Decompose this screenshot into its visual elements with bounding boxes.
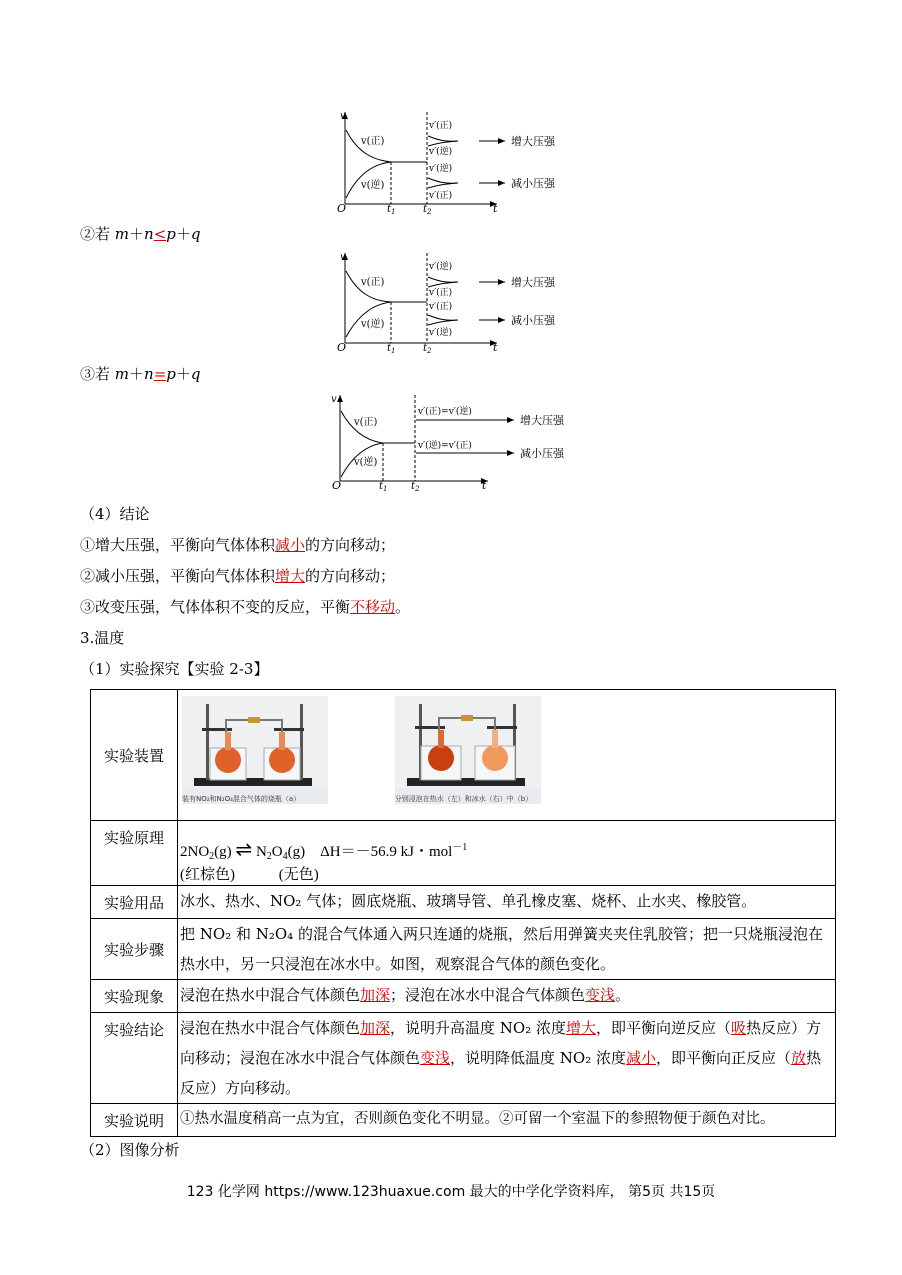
graph-case3	[328, 391, 578, 495]
axis-t-label: t	[493, 202, 498, 215]
g1-bot2: v′(正)	[429, 191, 453, 201]
table-row-steps	[91, 919, 836, 980]
origin-label: O	[332, 479, 342, 492]
row-head: 实验结论	[91, 1013, 178, 1104]
t1-label: $t_1$	[387, 343, 396, 355]
section-temperature: 3.温度	[80, 629, 125, 647]
case3-heading: ③若 m＋n=p＋q	[80, 365, 201, 383]
g1-top2: v′(逆)	[429, 147, 453, 157]
axis-v-label: v	[331, 394, 337, 405]
principle-equation: $2NO_2(g)$ ⇌ $N_2O_4(g)$ ΔH＝－56.9 kJ・mol$^{-1}$ (红棕色) (无色)	[178, 821, 836, 886]
axis-v-label: v	[340, 252, 346, 263]
flask-setup-b-image	[395, 696, 541, 788]
t2-label: $t_2$	[423, 204, 432, 216]
g2-top2: v′(正)	[429, 288, 453, 298]
row-head: 实验现象	[91, 980, 178, 1013]
conclusion-line-3: ③改变压强，气体体积不变的反应，平衡不移动。	[80, 598, 411, 616]
table-row-principle	[91, 821, 836, 886]
row-head: 实验原理	[91, 821, 178, 886]
g2-bot2: v′(逆)	[429, 328, 453, 338]
g1-bot1: v′(逆)	[429, 164, 453, 174]
case2-heading: ②若 m＋n<p＋q	[80, 225, 201, 243]
case2-sign: <	[153, 225, 167, 243]
t1-label: $t_1$	[387, 204, 396, 216]
photo-a-caption: 装有NO₂和N₂O₄混合气体的烧瓶（a）	[182, 795, 301, 803]
steps-text: 把 NO₂ 和 N₂O₄ 的混合气体通入两只连通的烧瓶，然后用弹簧夹夹住乳胶管；把一只烧瓶浸泡在热水中，另一只浸泡在冰水中。如图，观察混合气体的颜色变化。	[178, 919, 836, 980]
lower-curve-label: v(逆)	[361, 180, 385, 191]
case3-sign: =	[153, 365, 167, 383]
lower-curve-label: v(逆)	[354, 457, 378, 468]
g3-bot-eq: v′(逆)=v′(正)	[418, 441, 472, 451]
row-head: 实验步骤	[91, 919, 178, 980]
axis-t-label: t	[493, 341, 498, 354]
upper-curve-label: v(正)	[361, 136, 385, 147]
table-row-apparatus	[91, 690, 836, 821]
phenomenon-text: 浸泡在热水中混合气体颜色加深；浸泡在冰水中混合气体颜色变浅。	[178, 980, 836, 1013]
g2-top1: v′(逆)	[429, 262, 453, 272]
t2-label: $t_2$	[411, 481, 420, 493]
apparatus-photo-b	[395, 696, 541, 804]
apparatus-photo-a	[182, 696, 328, 804]
origin-label: O	[337, 202, 347, 215]
conclusion-line-1: ①增大压强，平衡向气体体积减小的方向移动；	[80, 536, 396, 554]
g2-up-label: 增大压强	[511, 276, 555, 289]
equilibrium-arrow: ⇌	[235, 839, 253, 861]
subsection-graph-analysis: （2）图像分析	[80, 1141, 180, 1159]
axis-v-label: v	[340, 111, 346, 122]
upper-curve-label: v(正)	[354, 417, 378, 428]
origin-label: O	[337, 341, 347, 354]
apparatus-photos	[178, 690, 836, 821]
g1-top1: v′(正)	[429, 121, 453, 131]
g3-up-label: 增大压强	[520, 414, 564, 427]
photo-b-caption: 分别浸泡在热水（左）和冰水（右）中（b）	[394, 795, 533, 803]
g2-bot1: v′(正)	[429, 302, 453, 312]
experiment-table	[90, 689, 836, 1137]
subsection-experiment: （1）实验探究【实验 2-3】	[80, 660, 269, 678]
conclusion-line-2: ②减小压强，平衡向气体体积增大的方向移动；	[80, 567, 396, 585]
table-row-materials	[91, 886, 836, 919]
g3-down-label: 减小压强	[520, 447, 564, 460]
g1-up-label: 增大压强	[511, 135, 555, 148]
table-row-conclusion	[91, 1013, 836, 1104]
page-footer: 123 化学网 https://www.123huaxue.com 最大的中学化学资料库， 第5页 共15页	[186, 1184, 716, 1200]
table-row-notes	[91, 1104, 836, 1137]
table-row-phenomenon	[91, 980, 836, 1013]
conclusion-title: （4）结论	[80, 505, 150, 523]
lower-curve-label: v(逆)	[361, 319, 385, 330]
row-head: 实验说明	[91, 1104, 178, 1137]
graph-increase-pressure-case1	[333, 108, 583, 216]
conclusion-text: 浸泡在热水中混合气体颜色加深，说明升高温度 NO₂ 浓度增大，即平衡向逆反应（吸热反应）方向移动；浸泡在冰水中混合气体颜色变浅，说明降低温度 NO₂ 浓度减小，即平衡向正反应（放热反应）方向移动。	[178, 1013, 836, 1104]
flask-setup-a-image	[182, 696, 328, 788]
graph-case2	[333, 249, 583, 355]
upper-curve-label: v(正)	[361, 277, 385, 288]
g2-down-label: 减小压强	[511, 314, 555, 327]
row-head: 实验用品	[91, 886, 178, 919]
materials-text: 冰水、热水、NO₂ 气体；圆底烧瓶、玻璃导管、单孔橡皮塞、烧杯、止水夹、橡胶管。	[178, 886, 836, 919]
t1-label: $t_1$	[379, 481, 388, 493]
row-head: 实验装置	[91, 690, 178, 821]
notes-text: ①热水温度稍高一点为宜，否则颜色变化不明显。②可留一个室温下的参照物便于颜色对比。	[178, 1104, 836, 1137]
g1-down-label: 减小压强	[511, 177, 555, 190]
axis-t-label: t	[482, 479, 487, 492]
t2-label: $t_2$	[423, 343, 432, 355]
g3-top-eq: v′(正)=v′(逆)	[418, 407, 472, 417]
